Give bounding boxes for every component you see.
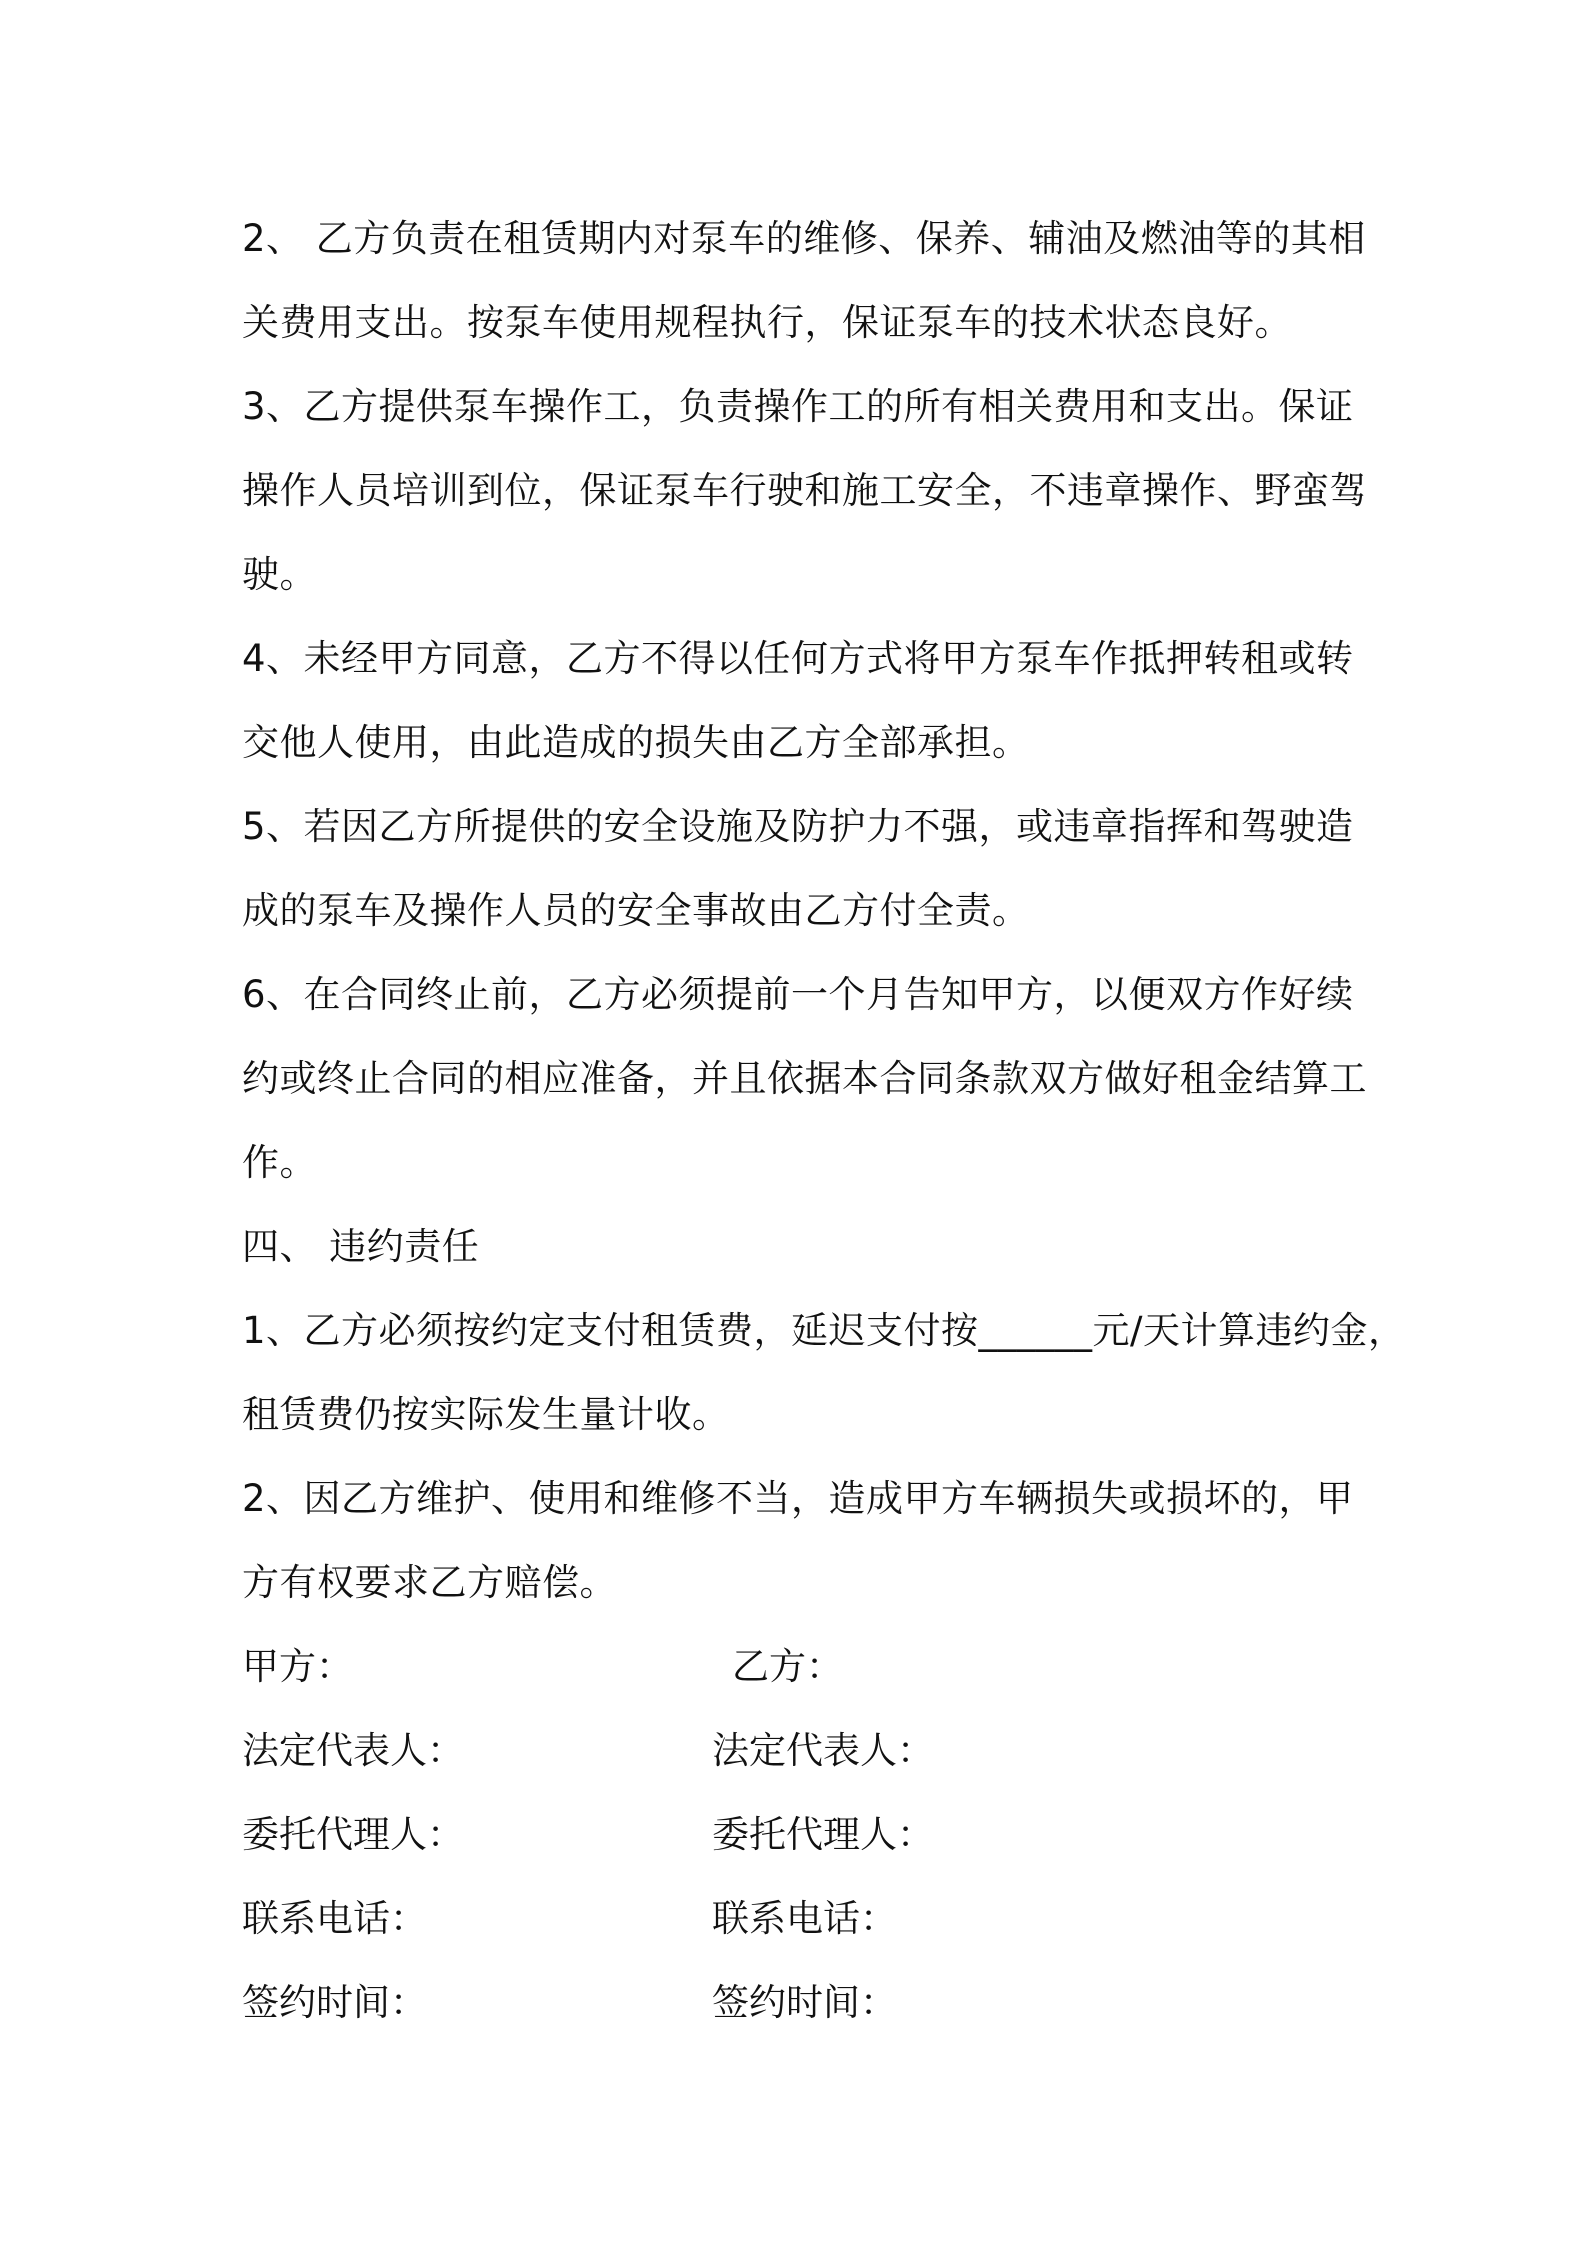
signature-row-phone — [242, 1877, 1362, 1961]
party-a-agent-label: 委托代理人： — [242, 1813, 464, 1856]
text-line: 2、因乙方维护、使用和维修不当，造成甲方车辆损失或损坏的，甲 — [242, 1477, 1354, 1520]
text-line: 4、未经甲方同意，乙方不得以任何方式将甲方泵车作抵押转租或转 — [242, 637, 1354, 680]
text-line: 3、乙方提供泵车操作工，负责操作工的所有相关费用和支出。保证 — [242, 385, 1354, 428]
text-line: 6、在合同终止前，乙方必须提前一个月告知甲方，以便双方作好续 — [242, 973, 1354, 1016]
text-line: 约或终止合同的相应准备，并且依据本合同条款双方做好租金结算工 — [242, 1057, 1367, 1100]
text-line: 驶。 — [242, 553, 317, 596]
party-b-label: 乙方： — [732, 1645, 843, 1688]
signature-row-agent — [242, 1793, 1362, 1877]
party-a-legal-rep-label: 法定代表人： — [242, 1729, 464, 1772]
section-heading: 四、 违约责任 — [242, 1225, 480, 1268]
party-b-legal-rep-label: 法定代表人： — [712, 1729, 934, 1772]
text-line: 租赁费仍按实际发生量计收。 — [242, 1393, 730, 1436]
text-line: 5、若因乙方所提供的安全设施及防护力不强，或违章指挥和驾驶造 — [242, 805, 1354, 848]
signature-row-party — [242, 1625, 1362, 1709]
text-line: 方有权要求乙方赔偿。 — [242, 1561, 617, 1604]
signature-row-date — [242, 1961, 1362, 2045]
party-a-phone-label: 联系电话： — [242, 1897, 427, 1940]
party-a-date-label: 签约时间： — [242, 1981, 427, 2024]
signature-row-legal-rep — [242, 1709, 1362, 1793]
text-line: 1、乙方必须按约定支付租赁费，延迟支付按______元/天计算违约金， — [242, 1309, 1406, 1352]
text-line: 交他人使用，由此造成的损失由乙方全部承担。 — [242, 721, 1030, 764]
text-line: 2、 乙方负责在租赁期内对泵车的维修、保养、辅油及燃油等的其相 — [242, 217, 1366, 260]
party-b-date-label: 签约时间： — [712, 1981, 897, 2024]
document-body — [242, 197, 1406, 2045]
text-line: 关费用支出。按泵车使用规程执行，保证泵车的技术状态良好。 — [242, 301, 1292, 344]
text-line: 成的泵车及操作人员的安全事故由乙方付全责。 — [242, 889, 1030, 932]
party-b-agent-label: 委托代理人： — [712, 1813, 934, 1856]
party-b-phone-label: 联系电话： — [712, 1897, 897, 1940]
text-line: 作。 — [242, 1141, 317, 1184]
party-a-label: 甲方： — [242, 1645, 353, 1688]
text-line: 操作人员培训到位，保证泵车行驶和施工安全，不违章操作、野蛮驾 — [242, 469, 1367, 512]
